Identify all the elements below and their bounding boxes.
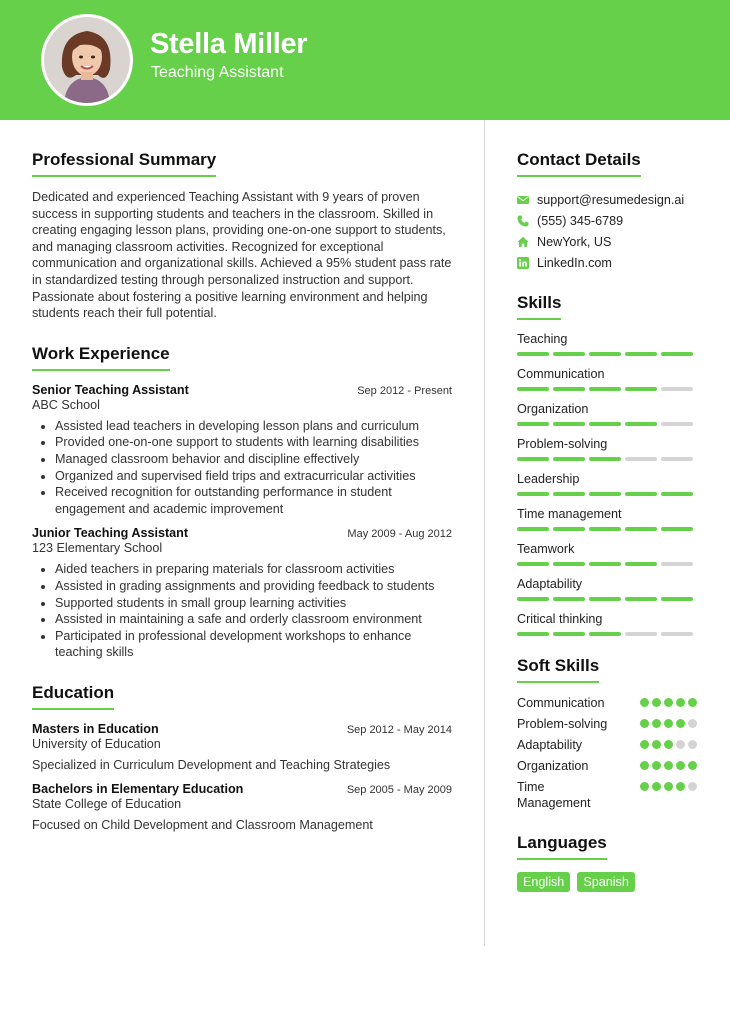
job-bullets (32, 561, 452, 661)
soft-skill-name: Adaptability (517, 738, 583, 752)
skill-item (517, 367, 702, 391)
skill-name: Problem-solving (517, 437, 608, 451)
skill-level-bar (517, 352, 702, 356)
skill-level-segment (625, 562, 657, 566)
education-heading: Education (32, 683, 114, 710)
soft-skill-rating (640, 698, 697, 707)
soft-skill-item (517, 758, 702, 779)
skill-level-bar (517, 492, 702, 496)
skill-level-segment (589, 562, 621, 566)
soft-skill-name: Time Management (517, 780, 591, 810)
rating-dot (676, 719, 685, 728)
list-item: • Received recognition for outstanding performance in student engagement and academic improvement (55, 484, 452, 517)
rating-dot (652, 761, 661, 770)
left-column (32, 150, 452, 832)
list-item: • Provided one-on-one support to students with learning disabilities (55, 434, 452, 451)
column-divider (484, 120, 485, 946)
skill-level-segment (589, 527, 621, 531)
skill-level-segment (553, 632, 585, 636)
rating-dot (652, 719, 661, 728)
rating-dot (652, 782, 661, 791)
skill-level-segment (661, 387, 693, 391)
soft-skill-name: Problem-solving (517, 717, 608, 731)
home-icon (517, 235, 537, 249)
skill-level-segment (589, 422, 621, 426)
soft-skill-rating (640, 761, 697, 770)
skill-level-segment (625, 422, 657, 426)
skill-item (517, 402, 702, 426)
skill-level-segment (553, 422, 585, 426)
rating-dot (664, 719, 673, 728)
avatar (41, 14, 133, 106)
soft-skills-section (517, 656, 702, 811)
skill-level-segment (661, 527, 693, 531)
school-name: University of Education (32, 736, 161, 751)
job-organization: 123 Elementary School (32, 541, 163, 556)
contact-linkedin[interactable] (517, 252, 702, 273)
skill-level-segment (517, 632, 549, 636)
degree-title: Masters in Education (32, 721, 159, 736)
rating-dot (688, 719, 697, 728)
education-date: Sep 2012 - May 2014 (346, 723, 452, 736)
soft-skill-rating (640, 782, 697, 791)
soft-skills-heading: Soft Skills (517, 656, 599, 683)
profile-photo-icon (44, 17, 130, 103)
location-text: NewYork, US (537, 234, 612, 249)
soft-skill-name: Organization (517, 759, 589, 773)
list-item: • Assisted lead teachers in developing lesson plans and curriculum (55, 418, 452, 435)
skill-level-segment (553, 387, 585, 391)
skill-level-segment (553, 492, 585, 496)
skill-item (517, 577, 702, 601)
soft-skill-item (517, 695, 702, 716)
linkedin-icon (517, 256, 537, 270)
soft-skill-item (517, 779, 702, 811)
skill-level-segment (625, 527, 657, 531)
rating-dot (688, 782, 697, 791)
skill-level-segment (625, 457, 657, 461)
contact-phone[interactable] (517, 210, 702, 231)
education-date: Sep 2005 - May 2009 (346, 783, 452, 796)
contact-email[interactable] (517, 189, 702, 210)
rating-dot (676, 782, 685, 791)
skill-name: Teaching (517, 332, 568, 346)
language-tag: English (517, 872, 570, 892)
skill-item (517, 472, 702, 496)
skill-level-segment (661, 457, 693, 461)
education-description: Specialized in Curriculum Development and Teaching Strategies (32, 757, 391, 772)
skill-level-segment (517, 422, 549, 426)
list-item: • Supported students in small group learning activities (55, 595, 452, 612)
skill-level-segment (589, 387, 621, 391)
job-title: Senior Teaching Assistant (32, 382, 189, 397)
education-description: Focused on Child Development and Classroom Management (32, 817, 373, 832)
skill-level-segment (589, 632, 621, 636)
right-column (517, 150, 702, 892)
job-date: Sep 2012 - Present (357, 384, 452, 397)
skill-level-segment (661, 492, 693, 496)
skill-level-bar (517, 632, 702, 636)
soft-skill-rating (640, 719, 697, 728)
rating-dot (676, 740, 685, 749)
skill-level-bar (517, 457, 702, 461)
job-organization: ABC School (32, 397, 100, 412)
skill-level-segment (517, 387, 549, 391)
job-bullets (32, 418, 452, 518)
skill-level-bar (517, 562, 702, 566)
rating-dot (688, 761, 697, 770)
skill-level-segment (517, 492, 549, 496)
skill-level-segment (517, 597, 549, 601)
skill-name: Adaptability (517, 577, 583, 591)
email-text: support@resumedesign.ai (537, 192, 685, 207)
soft-skill-name: Communication (517, 696, 605, 710)
skill-level-segment (625, 632, 657, 636)
linkedin-text: LinkedIn.com (537, 255, 612, 270)
contact-heading: Contact Details (517, 150, 641, 177)
skill-item (517, 332, 702, 356)
list-item: • Assisted in grading assignments and providing feedback to students (55, 578, 452, 595)
rating-dot (652, 740, 661, 749)
soft-skills-list (517, 695, 702, 811)
skill-level-segment (517, 352, 549, 356)
skill-level-segment (625, 352, 657, 356)
education-section (32, 683, 452, 832)
rating-dot (664, 698, 673, 707)
skill-item (517, 612, 702, 636)
phone-icon (517, 214, 537, 228)
skill-level-segment (661, 422, 693, 426)
summary-text: Dedicated and experienced Teaching Assistant with 9 years of proven success in supporting students and teachers in the classroom. Skilled in creating engaging lesson plans, providing one-on-one support to students, and managing classroom activities. Recognized for exceptional communication and organizational skills. Achieved a 95% student pass rate in standardized testing through personalized instruction and support. Passionate about fostering a positive learning environment and helping students reach their full potential. (32, 190, 452, 321)
skill-level-bar (517, 527, 702, 531)
skill-name: Communication (517, 367, 605, 381)
rating-dot (664, 761, 673, 770)
soft-skill-item (517, 737, 702, 758)
soft-skill-rating (640, 740, 697, 749)
skill-level-segment (661, 597, 693, 601)
skill-level-segment (661, 632, 693, 636)
skill-name: Critical thinking (517, 612, 603, 626)
skills-heading: Skills (517, 293, 561, 320)
skill-level-segment (625, 597, 657, 601)
skill-item (517, 542, 702, 566)
skill-item (517, 507, 702, 531)
job-entry (32, 526, 452, 661)
list-item: • Managed classroom behavior and discipline effectively (55, 451, 452, 468)
degree-title: Bachelors in Elementary Education (32, 781, 244, 796)
skill-level-segment (553, 457, 585, 461)
rating-dot (640, 761, 649, 770)
skill-level-bar (517, 387, 702, 391)
skill-item (517, 437, 702, 461)
languages-heading: Languages (517, 833, 607, 860)
list-item: • Aided teachers in preparing materials for classroom activities (55, 561, 452, 578)
skill-level-segment (589, 492, 621, 496)
job-date: May 2009 - Aug 2012 (347, 528, 452, 541)
job-entry (32, 383, 452, 518)
rating-dot (676, 761, 685, 770)
skill-level-segment (517, 527, 549, 531)
job-title: Junior Teaching Assistant (32, 526, 189, 541)
school-name: State College of Education (32, 796, 182, 811)
rating-dot (640, 719, 649, 728)
skill-level-segment (553, 562, 585, 566)
skill-level-segment (517, 457, 549, 461)
skill-name: Leadership (517, 472, 580, 486)
rating-dot (652, 698, 661, 707)
rating-dot (640, 782, 649, 791)
skill-level-segment (625, 492, 657, 496)
rating-dot (640, 698, 649, 707)
skill-level-segment (589, 457, 621, 461)
language-tag: Spanish (577, 872, 635, 892)
contact-location (517, 231, 702, 252)
resume-header (0, 0, 730, 120)
skill-level-segment (553, 597, 585, 601)
list-item: • Assisted in maintaining a safe and orderly classroom environment (55, 611, 452, 628)
contact-section (517, 150, 702, 273)
rating-dot (688, 740, 697, 749)
skill-name: Teamwork (517, 542, 575, 556)
skill-level-segment (589, 597, 621, 601)
list-item: • Organized and supervised field trips and extracurricular activities (55, 468, 452, 485)
email-icon (517, 193, 537, 207)
rating-dot (640, 740, 649, 749)
skill-level-segment (553, 527, 585, 531)
skill-level-bar (517, 597, 702, 601)
candidate-name: Stella Miller (150, 28, 308, 60)
soft-skill-item (517, 716, 702, 737)
skill-level-segment (553, 352, 585, 356)
list-item: • Participated in professional development workshops to enhance teaching skills (55, 628, 452, 661)
skill-level-segment (625, 387, 657, 391)
phone-text: (555) 345-6789 (537, 213, 624, 228)
skill-level-segment (661, 352, 693, 356)
skill-level-segment (589, 352, 621, 356)
rating-dot (664, 782, 673, 791)
rating-dot (688, 698, 697, 707)
skill-name: Organization (517, 402, 589, 416)
skill-level-bar (517, 422, 702, 426)
languages-section (517, 833, 702, 892)
summary-heading: Professional Summary (32, 150, 216, 177)
language-tags (517, 872, 702, 892)
summary-section (32, 150, 452, 322)
candidate-title: Teaching Assistant (151, 64, 284, 81)
skills-section (517, 293, 702, 636)
skills-list (517, 332, 702, 636)
rating-dot (664, 740, 673, 749)
experience-heading: Work Experience (32, 344, 170, 371)
rating-dot (676, 698, 685, 707)
skill-name: Time management (517, 507, 622, 521)
experience-section (32, 344, 452, 661)
education-entry (32, 782, 452, 832)
education-entry (32, 722, 452, 772)
skill-level-segment (661, 562, 693, 566)
skill-level-segment (517, 562, 549, 566)
